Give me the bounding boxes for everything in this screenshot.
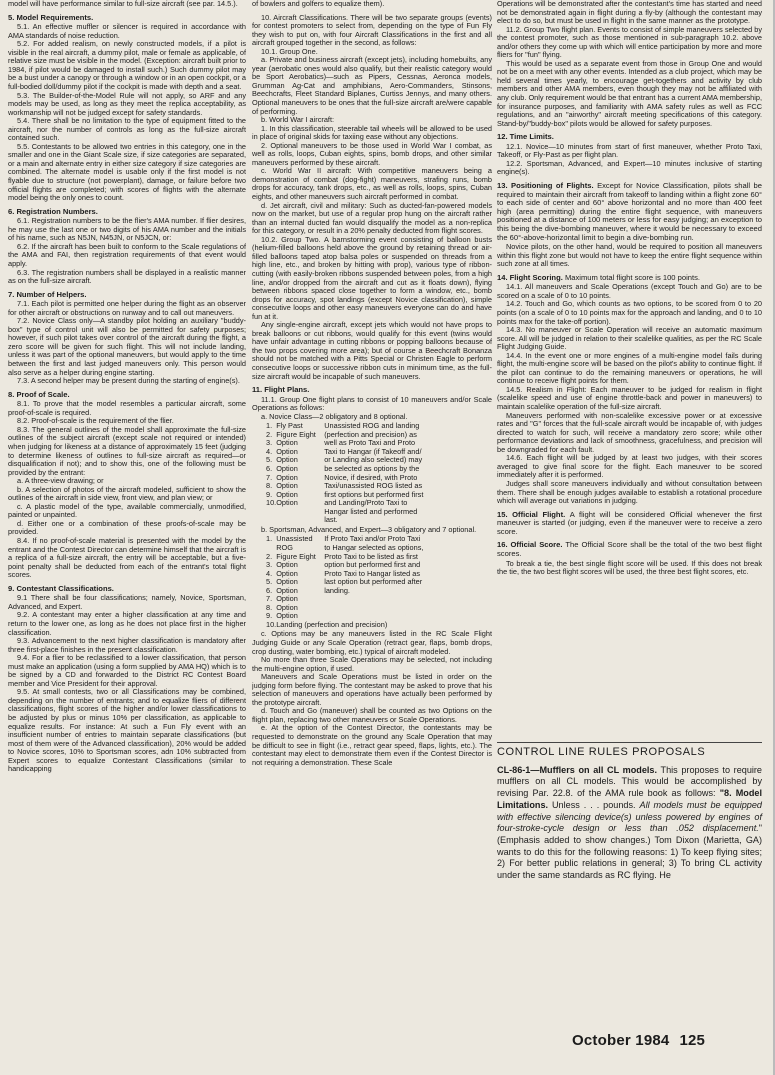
maneuver-note: last. <box>324 515 338 525</box>
section-heading: 8. Proof of Scale. <box>8 389 70 399</box>
list-item: c. A plastic model of the type, available commercially, unmodified, painted or unpainted. <box>8 501 246 520</box>
maneuver-note: and Landing/Proto Taxi to <box>324 498 408 508</box>
paragraph: This would be used as a separate event from those in Group One and would not be on a meet with any other events. Intended as a club project, which may be held several times yearly, to encourage get-togethers and activity by club members and other AMA members, even though they may not be affiliated with any club. Only requirement would be that entrant has a current AMA membership, for insurance purposes, and familiarity with AMA safety rules as well as FCC regulations, and an "airworthy" aircraft meeting specifications of this category. Stand-by/"buddy-box" pilots would be allowed for safety purposes. <box>497 58 762 128</box>
maneuver-name: Option <box>276 577 298 587</box>
list-item: 2. Optional maneuvers to be those used in World War I combat, as well as rolls, loops, Cuban eights, spins, bomb drops, and other similar maneuvers performed by these aircraft. <box>252 140 492 167</box>
paragraph: 8.2. Proof-of-scale is the requirement of the flier. <box>17 416 174 426</box>
maneuver-name: Unassisted <box>276 534 313 544</box>
paragraph: 9.1 There shall be four classifications; namely, Novice, Sportsman, Advanced, and Expert. <box>8 593 246 611</box>
paragraph: 6.2. If the aircraft has been built to conform to the Scale regulations of the AMA and FAI, then registration requirements of that event would apply. <box>8 241 246 268</box>
rule-title: "8. Model Limitations. <box>497 788 762 810</box>
maneuver-number: 7. <box>266 472 273 482</box>
section-heading <box>497 511 762 537</box>
list-item: a. Private and business aircraft (except jets), including homebuilts, any year (aerobatic ones would also qualify, but their realistic category would be Sport Aerobatics)—such as Pipers, Cessnas, Aeronca models, Grumman Ag-Cat and amphibians, Aero-Commanders, Stinsons, Beechcrafts, Fleet Standard Biplanes, Curtiss Jennys, and many others. Optional maneuvers to be ones that the full-size aircraft are/were capable of performing. <box>252 55 492 116</box>
control-line-body <box>497 765 762 882</box>
paragraph: 8.3. The general outlines of the model shall approximate the full-size outlines of the subject aircraft (except scale not required or intended) when judging for likeness at a distance of approximately 15 feet (judging to determine likeness of outlines to full-size aircraft as required—or disqualification if not); and to show this, one of the following must be provided by the entrant: <box>8 424 246 477</box>
maneuver-number: 8. <box>266 602 273 612</box>
maneuver-note: Novice, if desired, with Proto <box>324 472 418 482</box>
list-item: d. Touch and Go (maneuver) shall be counted as two Options on the flight plan, replacing two other maneuvers or Scale Operations. <box>252 706 492 724</box>
sportsman-maneuver-table <box>266 535 486 629</box>
maneuver-name: Option <box>276 481 298 491</box>
paragraph: Novice pilots, on the other hand, would be required to position all maneuvers within this flight zone but would not have to keep the entire flight sequence within such zone at all times. <box>497 242 762 269</box>
maneuver-name: Option <box>276 464 298 474</box>
table-row <box>266 508 486 517</box>
paragraph: 10.2. Group Two. A barnstorming event consisting of balloon busts (helium-filled balloons held above the ground by retaining thread or air-filled balloons taped atop balsa poles or suspended on threads from a high line, etc., and broken by hitting with prop), various type of ribbon-cutting (with easily-broken ribbons suspended between poles, from a high line, and/or dropped from the aircraft and cut as it floats down), flying between ribbons spaced close together to form a window, etc., bomb drops for accuracy, spot landings (except Novice classification), simple consecutive loops and other easy maneuvers everyone can do and have fun at it. <box>252 234 492 321</box>
section-heading: 11. Flight Plans. <box>252 385 310 395</box>
maneuver-number: 6. <box>266 585 273 595</box>
paragraph: Maneuvers and Scale Operations must be listed in order on the judging form before flying. The contestant may be asked to prove that his selection of maneuvers and operations have actually been performed by the prototype aircraft. <box>252 672 492 707</box>
paragraph: 14.6. Each flight will be judged by at least two judges, with their scores averaged to give final score for the flight. Each maneuver to be scored immediately after it is performed. <box>497 453 762 480</box>
list-item: b. A selection of photos of the aircraft modeled, sufficient to show the outlines of the aircraft in side view, front view, and plan view; or <box>8 484 246 503</box>
paragraph: 11.2. Group Two flight plan. Events to consist of simple maneuvers selected by the contest promoter, such as those mentioned in sub-paragraph 10.2. above and/or others they come up with which will entice participation by more and more fliers for "fun" flying. <box>497 24 762 60</box>
issue-date: October 1984 <box>572 1032 670 1049</box>
paragraph: 5.4. There shall be no limitation to the type of equipment fitted to the aircraft, nor the number of controls as long as the full-size aircraft contained such. <box>8 116 246 143</box>
paragraph: of bowlers and golfers to equalize them). <box>252 0 385 8</box>
maneuver-name <box>276 516 324 525</box>
table-row <box>266 604 486 613</box>
paragraph: 9.4. For a flier to be reclassified to a lower classification, that person must make an application (using a form supplied by AMA HQ) which is to be signed by a CD and forwarded to the District RC Contest Board member and Vice President for their approval. <box>8 653 246 688</box>
list-item: d. Jet aircraft, civil and military: Such as ducted-fan-powered models now on the market, but use of a regular prop hung on the aircraft rather than an internal ducted fan would disqualify the model as a non-replica for this category, or result in a 20% penalty deducted from flight scores. <box>252 200 492 236</box>
paragraph: 5.1. An effective muffler or silencer is required in accordance with AMA standards of noise reduction. <box>8 22 246 40</box>
paragraph: 6.1. Registration numbers to be the flier's AMA number. If flier desires, he may use the last one or two digits of his AMA number and the initials of his name, such as N5JN, N45JN, or N5JCN, or: <box>8 216 246 243</box>
proposal-text: " (Emphasis added to show changes.) Tom Dixon (Marietta, GA) wants to do this for the following reasons: 1) To keep flying sites; 2) For better public relations in general; 3) To bring CL activity under the same standards as RC flying. He <box>497 823 762 881</box>
paragraph: 14.5. Realism in Flight: Each maneuver to be judged for realism in flight (scalelike speed and use of engine throttle-back and power in maneuvers) to maintain scalelike operation of the full-size aircraft. <box>497 384 762 412</box>
maneuver-number: 8. <box>266 481 273 491</box>
table-row <box>266 595 486 604</box>
section-heading: 7. Number of Helpers. <box>8 289 87 299</box>
paragraph: 14.1. All maneuvers and Scale Operations (except Touch and Go) are to be scored on a scale of 0 to 10 points. <box>497 282 762 300</box>
page-footer <box>572 1032 705 1049</box>
section-heading <box>497 274 762 283</box>
section-heading <box>497 541 762 558</box>
maneuver-note: Unassisted ROG and landing <box>324 421 420 431</box>
column-2 <box>252 0 492 1062</box>
maneuver-note: last option but performed after <box>324 577 423 587</box>
maneuver-number: 10. <box>266 619 277 629</box>
maneuver-note: first options but performed first <box>324 489 424 499</box>
list-item: a. Novice Class—2 obligatory and 8 optional. <box>261 411 408 421</box>
paragraph: 12.1. Novice—10 minutes from start of first maneuver, whether Proto Taxi, Takeoff, or Fly-Past as per flight plan. <box>497 141 762 160</box>
rule-text: All models must be equipped with effective silencing device(s) unless powered by engines of four-stroke-cycle design or less than .052 displacement. <box>497 799 762 834</box>
maneuver-number: 5. <box>266 577 273 587</box>
maneuver-note: Taxi to Hangar (if Takeoff and/ <box>324 446 422 456</box>
section-heading: 5. Model Requirements. <box>8 12 94 22</box>
heading-title: 15. Official Flight. <box>497 509 566 519</box>
maneuver-note: Hangar listed and performed <box>324 506 418 516</box>
maneuver-name: Landing (perfection and precision) <box>276 619 388 629</box>
maneuver-note: landing. <box>324 585 350 595</box>
heading-text: Except for Novice Classification, pilots shall be required to maintain their aircraft from takeoff to landing within a flight zone 60° to each side of center and 60° above horizontal and no more than 400 feet high (area permitting) during the entire flight sequence, with maneuvers positioned at a distance of 100 meters or less for easy judging; an exception to this being the dive-bombing maneuver, where it would be necessary to exceed the 60°-above-horizontal limit to begin a dive-bombing run. <box>497 180 762 242</box>
paragraph: 5.2. For added realism, on newly constructed models, if a pilot is visible in the real aircraft, a dummy pilot, male or female as applicable, of relative size must be visible in the model. (Exception: aircraft built prior to 1984, if pilot would be damaged to install such.) Such dummy pilot may be a bust under a canopy or through a window or in an open cockpit, or a full-bodied doll/dummy pilot if the cockpit is made with depth and a seat. <box>8 39 246 91</box>
section-heading: 12. Time Limits. <box>497 132 554 142</box>
page-number: 125 <box>679 1032 706 1049</box>
maneuver-name: Option <box>276 585 298 595</box>
maneuver-name <box>276 508 324 517</box>
heading-title: 13. Positioning of Flights. <box>497 180 594 190</box>
heading-text: The Official Score shall be the total of the two best flight scores. <box>497 540 762 558</box>
maneuver-note: If Proto Taxi and/or Proto Taxi <box>324 534 421 544</box>
paragraph: 10.1. Group One. <box>261 46 318 56</box>
table-row <box>266 516 486 525</box>
maneuver-note: Taxi/unassisted ROG listed as <box>324 481 423 491</box>
paragraph: 12.2. Sportsman, Advanced, and Expert—10 minutes inclusive of starting engine(s). <box>497 158 762 177</box>
table-row <box>266 587 486 596</box>
maneuver-note: to Hangar selected as options, <box>324 542 424 552</box>
list-item: e. At the option of the Contest Director, the contestants may be requested to demonstrate on the ground any Scale Operation that may be difficult to see in flight (i.e., retract gear speed, flaps, lights, etc.). The contestant may elect to demonstrate them even if the Contest Director is not requiring a demonstration. These Scale <box>252 723 492 767</box>
table-row <box>266 578 486 587</box>
paragraph: Judges shall score maneuvers individually and without consultation between them. There shall be enough judges available to establish a rotational procedure which will average out variations in judging. <box>497 478 762 506</box>
maneuver-name: Figure Eight <box>276 551 316 561</box>
maneuver-name: Option <box>276 455 298 465</box>
section-heading: 9. Contestant Classifications. <box>8 583 114 593</box>
maneuver-name: Option <box>276 446 298 456</box>
list-item: b. Sportsman, Advanced, and Expert—3 obligatory and 7 optional. <box>261 524 477 534</box>
paragraph: 8.1. To prove that the model resembles a particular aircraft, some proof-of-scale is required. <box>8 399 246 417</box>
maneuver-number: 9. <box>266 611 273 621</box>
maneuver-note: well as Proto Taxi and Proto <box>324 438 416 448</box>
paragraph: model will have performance similar to full-size aircraft (see par. 14.5.). <box>8 0 238 8</box>
paragraph: 14.2. Touch and Go, which counts as two options, to be scored from 0 to 20 points (on a scale of 0 to 10 points max for the approach and landing, and 0 to 10 points max for the take-off portion). <box>497 299 762 326</box>
paragraph: Operations will be demonstrated after the contestant's time has started and need not be demonstrated again in flight during a fly-by (although the contestant may elect to do so, but must be used in flight in the same manner as the prototype. <box>497 0 762 26</box>
maneuver-number: 6. <box>266 464 273 474</box>
maneuver-note: or Landing also selected) may <box>324 455 423 465</box>
maneuver-note: Proto Taxi to Hangar listed as <box>324 568 421 578</box>
list-item: c. Options may be any maneuvers listed in the RC Scale Flight Judging Guide or any Scale Operation (retract gear, flaps, bomb drops, crop dusting, water bombing, etc.) typical of aircraft modeled. <box>252 629 492 656</box>
heading-text: Maximum total flight score is 100 points. <box>564 272 701 282</box>
paragraph: 7.3. A second helper may be present during the starting of engine(s). <box>17 376 240 386</box>
list-item: b. World War I aircraft: <box>261 115 335 125</box>
maneuver-name: Figure Eight <box>276 429 316 439</box>
maneuver-name: Option <box>276 568 298 578</box>
list-item: a. A three-view drawing; or <box>17 476 104 486</box>
maneuver-number: 5. <box>266 455 273 465</box>
list-item: c. World War II aircraft: With competitive maneuvers being a demonstration of combat (dog-fight) maneuvers, strafing runs, bomb drops for accuracy, tank drops, etc., as well as rolls, loops, spins, Cuban eights, and other maneuvers such aircraft performed in combat. <box>252 166 492 202</box>
maneuver-number <box>266 508 276 517</box>
maneuver-number: 4. <box>266 568 273 578</box>
proposal-title: CL-86-1—Mufflers on all CL models. <box>497 764 658 775</box>
proposal-text: This proposes to require mufflers on all CL models. This would be accomplished by revising Par. 22.8. of the AMA rule book as follows: <box>497 764 762 799</box>
paragraph: 7.1. Each pilot is permitted one helper during the flight as an observer for other aircraft or obstructions on runway and to call out maneuvers. <box>8 299 246 317</box>
paragraph: To break a tie, the best single flight score will be used. If this does not break the tie, the two best flight scores will be used, the three best flight scores, etc. <box>497 558 762 577</box>
paragraph: 9.5. At small contests, two or all Classifications may be combined, depending on the number of entrants; and to equalize fliers of different classifications, flight scores of the higher and/or lower classifications to be adjusted by plus or minus 10% per classification, as applicable to equalize results. For instance: At such a Fun Fly event with an insufficient number of entries to maintain separate classifications (but most of them were of the Advanced classification), 20% would be added to Novice scores, 10% to Sportsman scores, adn 10% subtracted from Expert scores to equalize Contestant Classifications (similar to handicapping <box>8 687 246 774</box>
maneuver-number: 1. <box>266 534 273 544</box>
heading-text: A flight will be considered Official whenever the first maneuver is started (or judging, even if the maneuver were to receive a zero score. <box>497 509 762 536</box>
maneuver-note: be selected as options by the <box>324 464 420 474</box>
table-row <box>266 621 486 630</box>
paragraph: 11.1. Group One flight plans to consist of 10 maneuvers and/or Scale Operations as follows: <box>252 394 492 413</box>
paragraph: No more than three Scale Operations may be selected, not including the multi-engine option, if used. <box>252 655 492 673</box>
maneuver-name: Option <box>276 611 298 621</box>
maneuver-number: 2. <box>266 429 273 439</box>
maneuver-name: Option <box>276 438 298 448</box>
maneuver-name: Option <box>276 472 298 482</box>
paragraph: 6.3. The registration numbers shall be displayed in a realistic manner as on the full-size aircraft. <box>8 267 246 286</box>
proposal-text: Unless . . . pounds. <box>548 799 640 810</box>
maneuver-note: (perfection and precision) as <box>324 429 417 439</box>
maneuver-number: 2. <box>266 551 273 561</box>
column-3 <box>497 0 762 735</box>
maneuver-number: 3. <box>266 438 273 448</box>
section-heading <box>497 182 762 242</box>
control-line-heading: CONTROL LINE RULES PROPOSALS <box>497 742 762 759</box>
section-heading: 6. Registration Numbers. <box>8 206 98 216</box>
heading-title: 16. Official Score. <box>497 540 563 550</box>
column-1 <box>8 0 246 1062</box>
paragraph: 5.3. The Builder-of-the-Model Rule will not apply, so ARF and any models may be used, as long as they meet the replica acceptability, as workmanship will not be judged except for safety standards. <box>8 90 246 117</box>
maneuver-number: 3. <box>266 560 273 570</box>
maneuver-note <box>324 595 486 604</box>
maneuver-name: Option <box>276 498 298 508</box>
paragraph: Maneuvers performed with non-scalelike excessive power or at excessive rates and "G" forces that the full-scale aircraft would be incapable of, with judges directed to watch for such, will receive a mandatory zero score; while other performance deviations and lack of smoothness, gracefulness, and precision will be downgraded for each fault. <box>497 410 762 454</box>
maneuver-number: 7. <box>266 594 273 604</box>
maneuver-name: ROG <box>276 542 293 552</box>
maneuver-name: Fly Past <box>276 421 303 431</box>
list-item: d. Either one or a combination of these proofs-of-scale may be provided. <box>8 518 246 537</box>
list-item: 1. In this classification, steerable tail wheels will be allowed to be used in place of original skids for taxiing ease without any objections. <box>252 123 492 142</box>
paragraph: 10. Aircraft Classifications. There will be two separate groups (events) for contest promoters to select from, depending on the type of Fun Fly they wish to put on, with four Aircraft Classifications in the first and all aircraft grouped together in the second, as follows: <box>252 12 492 48</box>
control-line-section <box>497 742 762 882</box>
paragraph: 9.2. A contestant may enter a higher classification at any time and return to the lower one, as long as he does not place first in the higher classification. <box>8 610 246 637</box>
paragraph: 14.3. No maneuver or Scale Operation will receive an automatic maximum score. All will be judged in relation to their scalelike qualities, as per the RC Scale Flight Judging Guide. <box>497 325 762 352</box>
maneuver-number: 10. <box>266 498 277 508</box>
novice-maneuver-table <box>266 422 486 525</box>
paragraph: Any single-engine aircraft, except jets which would not have props to break balloons or cut ribbons, would qualify for this event (twins would have unfair advantage in cutting ribbons or popping balloons because of the two props covering more area); but of course a Beechcraft Bonanza should not be matched with a Pitts Special or Christen Eagle to perform consecutive loops or successive ribbon cuts in minimum time, as the full-size aircraft would be incapable of such maneuvers. <box>252 320 492 381</box>
maneuver-note <box>324 604 486 613</box>
maneuver-number: 9. <box>266 489 273 499</box>
maneuver-name: Option <box>276 602 298 612</box>
heading-title: 14. Flight Scoring. <box>497 272 563 282</box>
maneuver-number: 1. <box>266 421 273 431</box>
paragraph: 7.2. Novice Class only—A standby pilot holding an auxiliary "buddy-box" type of control unit will also be permitted for safety purposes; however, if such pilot takes over control of the aircraft during the flight, a zero score will be given for such flight. This will not include landing, unless it was part of the optional maneuvers, but would apply to the time between the first and last judged maneuvers only. This person would also serve as a helper during engine starting. <box>8 316 246 377</box>
maneuver-number: 4. <box>266 446 273 456</box>
maneuver-note: option but performed first and <box>324 560 421 570</box>
paragraph: 5.5. Contestants to be allowed two entries in this category, one in the smaller and one in the Giant Scale size, if size categories are separated, or a main and alternate entry in either size category if size categories are combined. The alternate model is usable only if the first model is not flyable due to structure (not powerplant), damage, or failure before two official flights are completed; with scores of flights with the alternate model being the only ones to count. <box>8 141 246 203</box>
maneuver-name: Option <box>276 594 298 604</box>
maneuver-note: Proto Taxi to be listed as first <box>324 551 418 561</box>
maneuver-name: Option <box>276 489 298 499</box>
maneuver-number <box>266 516 276 525</box>
paragraph: 14.4. In the event one or more engines of a multi-engine model fails during flight, the multi-engine score will be based on the pilot's ability to continue flight. If the pilot can continue to do the remaining maneuvers or operations, he will continue to receive flight points for them. <box>497 350 762 386</box>
maneuver-name: Option <box>276 560 298 570</box>
paragraph: 8.4. If no proof-of-scale material is presented with the model by the entrant and the Contest Director can determine himself that the aircraft is a replica of a full-size aircraft, the entry will be acceptable, but a five-point penalty shall be deducted from each of the entrant's total flight scores. <box>8 536 246 580</box>
paragraph: 9.3. Advancement to the next higher classification is mandatory after three first-place finishes in the present classification. <box>8 636 246 654</box>
